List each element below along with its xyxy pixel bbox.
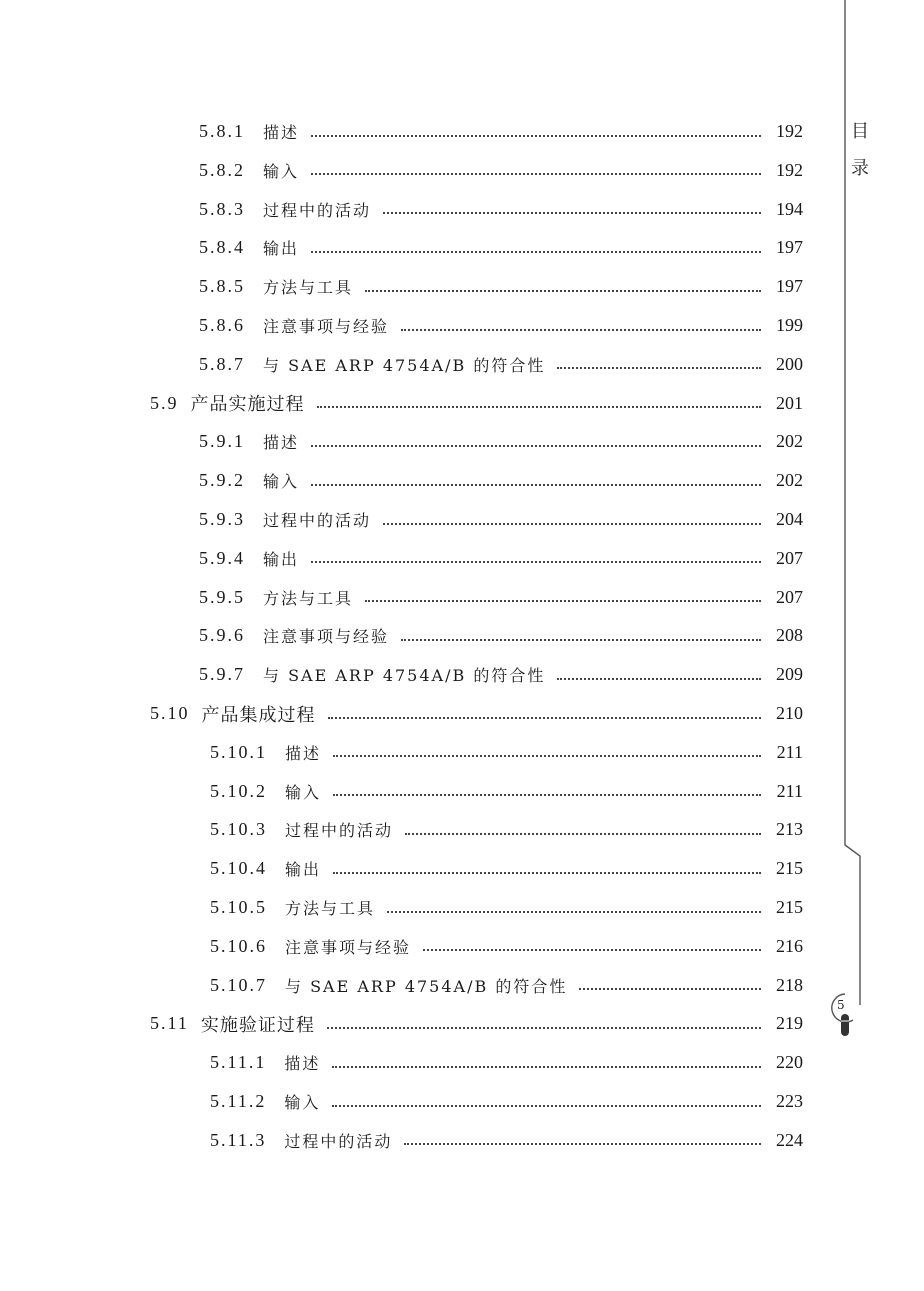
- toc-entry-number: 5.9.6: [199, 625, 245, 646]
- toc-entry-number: 5.9.1: [199, 431, 245, 452]
- toc-entry-title: 过程中的活动: [285, 821, 394, 841]
- toc-leader-dots: [328, 699, 762, 719]
- toc-section-entry[interactable]: [150, 1004, 803, 1043]
- toc-entry-page: 208: [776, 625, 803, 646]
- toc-entry-title: 输出: [263, 239, 300, 259]
- toc-entry-number: 5.11.3: [210, 1129, 267, 1150]
- toc-entry-title: 与 SAE ARP 4754A/B 的符合性: [285, 976, 568, 996]
- toc-entry-number: 5.8.6: [199, 315, 245, 335]
- toc-entry-page: 220: [776, 1052, 803, 1073]
- toc-entry-title: 产品实施过程: [190, 394, 305, 416]
- toc-entry-title: 产品集成过程: [201, 704, 316, 726]
- toc-subsection-entry[interactable]: [210, 1043, 803, 1082]
- toc-entry-title: 输入: [263, 472, 300, 492]
- toc-subsection-entry[interactable]: [199, 539, 803, 578]
- toc-entry-page: 210: [776, 703, 803, 723]
- toc-entry-page: 211: [776, 780, 803, 801]
- toc-subsection-entry[interactable]: [210, 1082, 803, 1121]
- toc-section-entry[interactable]: [150, 694, 803, 733]
- toc-entry-page: 192: [776, 121, 803, 141]
- toc-subsection-entry[interactable]: [199, 616, 803, 655]
- toc-entry-page: 199: [776, 315, 803, 335]
- toc-leader-dots: [311, 427, 761, 447]
- toc-entry-number: 5.9.7: [199, 664, 245, 685]
- toc-entry-title: 输出: [263, 549, 300, 569]
- toc-entry-number: 5.8.4: [199, 237, 245, 258]
- toc-entry-title: 过程中的活动: [284, 1131, 393, 1151]
- toc-entry-title: 注意事项与经验: [263, 627, 390, 647]
- toc-leader-dots: [383, 194, 761, 214]
- toc-entry-title: 方法与工具: [263, 278, 354, 298]
- toc-entry-page: 197: [776, 276, 803, 297]
- toc-entry-number: 5.11.2: [210, 1091, 267, 1111]
- toc-entry-number: 5.8.7: [199, 353, 245, 374]
- toc-leader-dots: [317, 388, 762, 408]
- toc-entry-title: 输入: [284, 1093, 321, 1112]
- toc-leader-dots: [311, 233, 761, 253]
- toc-subsection-entry[interactable]: [210, 1121, 803, 1160]
- toc-subsection-entry[interactable]: [199, 112, 803, 151]
- toc-subsection-entry[interactable]: [199, 422, 803, 461]
- toc-entry-number: 5.10.5: [210, 897, 267, 917]
- toc-entry-title: 输出: [285, 860, 322, 880]
- toc-entry-number: 5.10.4: [210, 858, 267, 879]
- toc-entry-page: 213: [776, 819, 803, 840]
- toc-subsection-entry[interactable]: [199, 578, 803, 617]
- toc-leader-dots: [557, 349, 761, 369]
- toc-entry-number: 5.9.4: [199, 547, 245, 568]
- toc-subsection-entry[interactable]: [199, 500, 803, 539]
- toc-entry-number: 5.8.1: [199, 121, 245, 141]
- toc-subsection-entry[interactable]: [210, 966, 803, 1005]
- toc-leader-dots: [332, 1048, 761, 1068]
- toc-subsection-entry[interactable]: [199, 267, 803, 306]
- toc-leader-dots: [311, 155, 761, 175]
- toc-entry-number: 5.8.3: [199, 198, 245, 219]
- toc-entry-page: 211: [776, 741, 803, 762]
- toc-entry-title: 过程中的活动: [263, 200, 372, 220]
- toc-subsection-entry[interactable]: [199, 655, 803, 694]
- toc-subsection-entry[interactable]: [199, 461, 803, 500]
- toc-entry-title: 描述: [263, 433, 300, 453]
- toc-section-entry[interactable]: [150, 384, 803, 423]
- toc-leader-dots: [387, 893, 761, 913]
- toc-entry-number: 5.9.3: [199, 509, 245, 529]
- toc-entry-number: 5.10.3: [210, 819, 267, 840]
- toc-leader-dots: [332, 1087, 761, 1107]
- toc-entry-number: 5.9.2: [199, 470, 245, 491]
- toc-leader-dots: [333, 854, 761, 874]
- side-tab-char-lu: 录: [851, 158, 869, 179]
- toc-entry-page: 216: [776, 935, 803, 956]
- toc-entry-title: 描述: [285, 743, 322, 763]
- toc-leader-dots: [311, 543, 761, 563]
- toc-entry-title: 与 SAE ARP 4754A/B 的符合性: [263, 666, 546, 686]
- toc-entry-page: 197: [776, 237, 803, 258]
- toc-leader-dots: [405, 815, 761, 835]
- toc-subsection-entry[interactable]: [210, 888, 803, 927]
- toc-entry-page: 207: [776, 547, 803, 568]
- toc-subsection-entry[interactable]: [199, 306, 803, 345]
- toc-subsection-entry[interactable]: [210, 849, 803, 888]
- toc-entry-page: 215: [776, 897, 803, 917]
- toc-entry-number: 5.8.2: [199, 159, 245, 180]
- toc-leader-dots: [311, 466, 761, 486]
- toc-entry-page: 218: [776, 974, 803, 995]
- toc-entry-page: 207: [776, 586, 803, 607]
- toc-entry-title: 描述: [284, 1054, 321, 1074]
- toc-entry-page: 209: [776, 664, 803, 685]
- toc-entry-title: 输入: [285, 782, 322, 802]
- toc-leader-dots: [557, 660, 761, 680]
- toc-leader-dots: [333, 776, 761, 796]
- toc-entry-title: 方法与工具: [263, 588, 354, 608]
- toc-entry-title: 实施验证过程: [200, 1014, 315, 1036]
- toc-leader-dots: [401, 621, 761, 641]
- toc-subsection-entry[interactable]: [199, 151, 803, 190]
- toc-leader-dots: [383, 505, 761, 525]
- toc-entry-title: 过程中的活动: [263, 511, 372, 530]
- toc-entry-page: 194: [776, 198, 803, 219]
- toc-leader-dots: [404, 1125, 761, 1145]
- toc-entry-number: 5.8.5: [199, 276, 245, 297]
- toc-entry-page: 223: [776, 1091, 803, 1111]
- toc-entry-page: 192: [776, 159, 803, 180]
- toc-subsection-entry[interactable]: [199, 190, 803, 229]
- toc-leader-dots: [579, 970, 761, 990]
- toc-entry-page: 202: [776, 470, 803, 491]
- toc-entry-number: 5.10.7: [210, 974, 267, 995]
- toc-entry-page: 204: [776, 509, 803, 529]
- toc-entry-page: 200: [776, 353, 803, 374]
- toc-entry-number: 5.10.2: [210, 780, 267, 801]
- toc-entry-number: 5.10: [150, 703, 190, 723]
- toc-subsection-entry[interactable]: [210, 810, 803, 849]
- toc-subsection-entry[interactable]: [210, 927, 803, 966]
- toc-entry-page: 215: [776, 858, 803, 879]
- toc-entry-number: 5.10.1: [210, 741, 267, 762]
- toc-entry-page: 202: [776, 431, 803, 452]
- toc-leader-dots: [401, 311, 761, 331]
- toc-leader-dots: [365, 582, 761, 602]
- toc-entry-title: 描述: [263, 123, 300, 142]
- toc-leader-dots: [327, 1009, 761, 1029]
- toc-entry-page: 201: [776, 392, 803, 413]
- toc-leader-dots: [333, 737, 761, 757]
- toc-entry-title: 方法与工具: [285, 899, 376, 918]
- page-number: 5: [837, 998, 845, 1012]
- toc-leader-dots: [311, 117, 761, 137]
- toc-entry-title: 与 SAE ARP 4754A/B 的符合性: [263, 355, 546, 375]
- toc-subsection-entry[interactable]: [199, 228, 803, 267]
- toc-entry-page: 224: [776, 1129, 803, 1150]
- toc-leader-dots: [365, 272, 761, 292]
- toc-entry-title: 输入: [263, 161, 300, 181]
- toc-entry-number: 5.10.6: [210, 935, 267, 956]
- toc-subsection-entry[interactable]: [210, 733, 803, 772]
- side-tab-char-mu: 目: [851, 121, 869, 142]
- toc-entry-page: 219: [776, 1013, 803, 1034]
- toc-subsection-entry[interactable]: [199, 345, 803, 384]
- toc-subsection-entry[interactable]: [210, 772, 803, 811]
- toc-entry-number: 5.11.1: [210, 1052, 267, 1073]
- toc-leader-dots: [423, 931, 761, 951]
- toc-entry-title: 注意事项与经验: [285, 937, 412, 957]
- toc-entry-number: 5.9: [150, 392, 179, 413]
- toc-entry-number: 5.11: [150, 1013, 189, 1034]
- toc-entry-number: 5.9.5: [199, 586, 245, 607]
- toc-entry-title: 注意事项与经验: [263, 317, 390, 336]
